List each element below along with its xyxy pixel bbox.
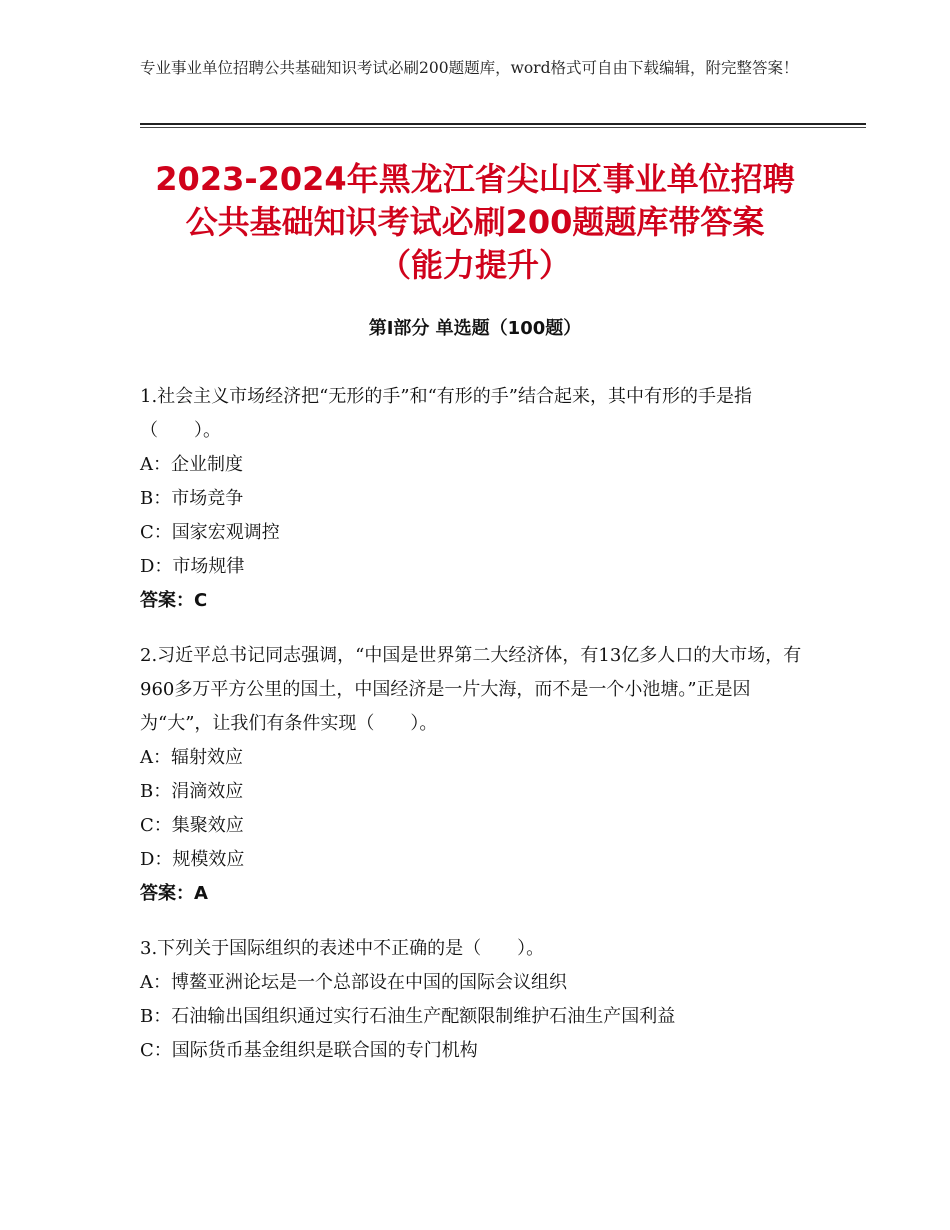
title-line-3: （能力提升） [378,246,571,284]
question-text: 2.习近平总书记同志强调，“中国是世界第二大经济体，有13亿多人口的大市场，有960多万平方公里的国土，中国经济是一片大海，而不是一个小池塘。”正是因为“大”，让我们有条件实现（ ）。 [140,645,802,734]
section-heading: 第Ⅰ部分 单选题（100题） [368,318,582,339]
option-b: B：石油输出国组织通过实行石油生产配额限制维护石油生产国利益 [140,1006,676,1027]
header-divider-thick [140,123,866,125]
question-2 [140,639,820,911]
answer-label: 答案：C [140,590,208,611]
option-a: A：企业制度 [140,454,243,475]
title-line-1: 2023-2024年黑龙江省尖山区事业单位招聘 [155,160,795,198]
document-title [100,158,850,287]
header-note: 专业事业单位招聘公共基础知识考试必刷200题题库，word格式可自由下载编辑，附完整答案！ [140,59,799,77]
option-b: B：市场竞争 [140,488,244,509]
question-1 [140,380,820,618]
option-a: A：辐射效应 [140,747,243,768]
question-text: 1.社会主义市场经济把“无形的手”和“有形的手”结合起来，其中有形的手是指（ ）。 [140,386,752,441]
title-line-2: 公共基础知识考试必刷200题题库带答案 [185,203,765,241]
answer-label: 答案：A [140,883,208,904]
question-text: 3.下列关于国际组织的表述中不正确的是（ ）。 [140,938,545,959]
header-divider-thin [140,127,866,128]
option-c: C：国家宏观调控 [140,522,280,543]
question-list [140,380,820,1089]
option-c: C：集聚效应 [140,815,244,836]
question-3 [140,932,820,1068]
option-a: A：博鳌亚洲论坛是一个总部设在中国的国际会议组织 [140,972,567,993]
option-c: C：国际货币基金组织是联合国的专门机构 [140,1040,478,1061]
option-b: B：涓滴效应 [140,781,244,802]
option-d: D：市场规律 [140,556,245,577]
option-d: D：规模效应 [140,849,245,870]
